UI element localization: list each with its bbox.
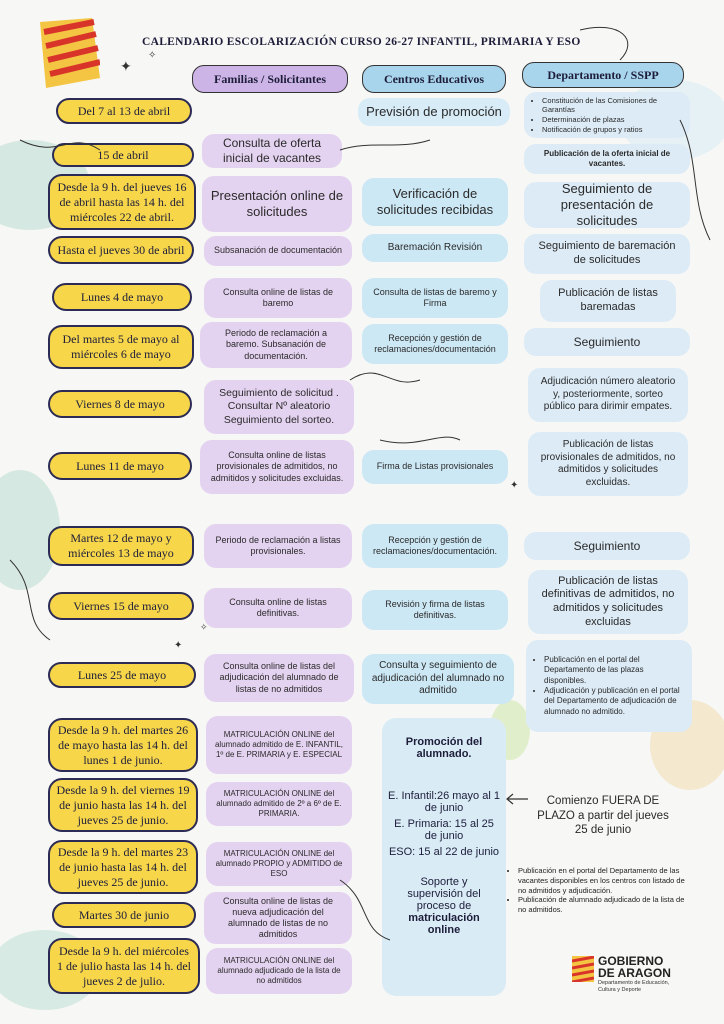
familias-item: Consulta online de listas de baremo — [204, 278, 352, 318]
gobierno-aragon-logo — [572, 952, 702, 1002]
departamento-item: Publicación de listas definitivas de admitidos, no admitidos y solicitudes excluidas — [528, 570, 688, 634]
date-label: Desde la 9 h. del jueves 16 de abril hasta las 14 h. del miércoles 22 de abril. — [48, 174, 196, 230]
date-label: Lunes 25 de mayo — [48, 662, 196, 688]
centros-item: Consulta de listas de baremo y Firma — [362, 278, 508, 318]
date-label: Viernes 15 de mayo — [48, 592, 194, 620]
promocion-soporte: Soporte y supervisión del proceso de — [407, 876, 481, 912]
sparkle-icon: ✦ — [174, 640, 183, 651]
bullet-item: • Publicación de alumnado adjudicado de la lista de no admitidos. — [518, 895, 688, 915]
aragon-logo-icon — [572, 956, 594, 982]
bullet-item: • Adjudicación y publicación en el portal del Departamento de adjudicación de alumnado no admitido. — [544, 686, 684, 717]
promocion-matriculacion: matriculación online — [408, 912, 480, 936]
promocion-eso: ESO: 15 al 22 de junio — [388, 846, 500, 858]
date-label: Desde la 9 h. del martes 26 de mayo hasta las 14 h. del lunes 1 de junio. — [48, 718, 198, 772]
familias-item: Presentación online de solicitudes — [202, 176, 352, 232]
familias-item: Consulta online de listas del adjudicación del alumnado de listas de no admitidos — [204, 654, 354, 702]
bullet-item: • Constitución de las Comisiones de Garantías — [542, 96, 682, 116]
page-title: CALENDARIO ESCOLARIZACIÓN CURSO 26-27 INFANTIL, PRIMARIA Y ESO — [142, 36, 581, 48]
departamento-item: Publicación de la oferta inicial de vacantes. — [524, 144, 690, 174]
centros-item: Recepción y gestión de reclamaciones/documentación. — [362, 524, 508, 568]
centros-item: Revisión y firma de listas definitivas. — [362, 590, 508, 630]
familias-item: Consulta online de listas de nueva adjudicación del alumnado de listas de no admitidos — [204, 892, 352, 944]
departamento-item: Seguimiento — [524, 532, 690, 560]
centros-item: Previsión de promoción — [358, 98, 510, 126]
bullet-item: • Notificación de grupos y ratios — [542, 125, 682, 135]
sparkle-icon: ✧ — [200, 622, 208, 632]
header-familias: Familias / Solicitantes — [192, 65, 348, 93]
bullet-item: • Determinación de plazas — [542, 115, 682, 125]
promocion-title: Promoción del alumnado. — [405, 736, 483, 760]
logo-line1: GOBIERNO — [598, 954, 664, 968]
departamento-item: Adjudicación número aleatorio y, posteriormente, sorteo público para dirimir empates. — [528, 368, 688, 422]
date-label: Del 7 al 13 de abril — [56, 98, 192, 124]
familias-item: Subsanación de documentación — [204, 236, 352, 266]
centros-item: Consulta y seguimiento de adjudicación del alumnado no admitido — [362, 654, 514, 704]
promocion-infantil: E. Infantil:26 mayo al 1 de junio — [388, 790, 500, 814]
sparkle-icon: ✦ — [120, 58, 132, 74]
familias-item: Periodo de reclamación a baremo. Subsanación de documentación. — [200, 322, 352, 368]
familias-item: MATRICULACIÓN ONLINE del alumnado admitido de 2º a 6º de E. PRIMARIA. — [206, 782, 352, 826]
departamento-item: Seguimiento — [524, 328, 690, 356]
date-label: Viernes 8 de mayo — [48, 390, 192, 418]
sparkle-icon: ✦ — [510, 480, 519, 491]
centros-item: Verificación de solicitudes recibidas — [362, 178, 508, 226]
date-label: Hasta el jueves 30 de abril — [48, 236, 194, 264]
familias-item: MATRICULACIÓN ONLINE del alumnado adjudicado de la lista de no admitidos — [206, 948, 352, 994]
departamento-item: Seguimiento de baremación de solicitudes — [524, 234, 690, 274]
date-label: Lunes 4 de mayo — [52, 283, 192, 311]
promocion-primaria: E. Primaria: 15 al 25 de junio — [394, 818, 494, 842]
date-label: Desde la 9 h. del viernes 19 de junio hasta las 14 h. del jueves 25 de junio. — [48, 778, 198, 832]
centros-item: Firma de Listas provisionales — [362, 450, 508, 484]
date-label: Desde la 9 h. del miércoles 1 de julio hasta las 14 h. del jueves 2 de julio. — [48, 938, 200, 994]
date-label: Martes 12 de mayo y miércoles 13 de mayo — [48, 526, 194, 566]
date-label: Martes 30 de junio — [52, 902, 196, 928]
familias-item: Consulta online de listas provisionales de admitidos, no admitidos y solicitudes excluidas. — [200, 440, 354, 494]
centros-item: Recepción y gestión de reclamaciones/documentación — [362, 324, 508, 364]
bullet-item: • Publicación en el portal del Departamento de las plazas disponibles. — [544, 655, 684, 686]
logo-line2: DE ARAGON — [598, 966, 671, 980]
departamento-item: Seguimiento de presentación de solicitudes — [524, 182, 690, 228]
sparkle-icon: ✧ — [148, 50, 157, 61]
departamento-item: Publicación de listas provisionales de admitidos, no admitidos y solicitudes excluidas. — [528, 432, 688, 496]
bullet-item: • Publicación en el portal del Departamento de las vacantes disponibles en los centros con listado de no admitidos y adjudicación. — [518, 866, 688, 895]
date-label: Del martes 5 de mayo al miércoles 6 de mayo — [48, 325, 194, 369]
logo-sub1: Departamento de Educación, — [598, 980, 670, 986]
familias-item: Consulta online de listas definitivas. — [204, 588, 352, 628]
familias-item: Consulta de oferta inicial de vacantes — [202, 134, 342, 168]
familias-item: MATRICULACIÓN ONLINE del alumnado admitido de E. INFANTIL, 1º de E. PRIMARIA y E. ESPECIAL — [206, 716, 352, 774]
familias-item: Periodo de reclamación a listas provisionales. — [204, 524, 352, 568]
familias-item: MATRICULACIÓN ONLINE del alumnado PROPIO y ADMITIDO de ESO — [206, 842, 352, 886]
fuera-plazo-note: Comienzo FUERA DE PLAZO a partir del jueves 25 de junio — [537, 795, 669, 837]
header-centros: Centros Educativos — [362, 65, 506, 93]
date-label: Desde la 9 h. del martes 23 de junio hasta las 14 h. del jueves 25 de junio. — [48, 840, 198, 894]
logo-sub2: Cultura y Deporte — [598, 987, 642, 993]
date-label: 15 de abril — [52, 143, 194, 167]
centros-item: Baremación Revisión — [362, 234, 508, 262]
header-departamento: Departamento / SSPP — [522, 62, 684, 88]
familias-item: Seguimiento de solicitud . Consultar Nº aleatorio Seguimiento del sorteo. — [204, 380, 354, 434]
departamento-item: Publicación de listas baremadas — [540, 280, 676, 322]
date-label: Lunes 11 de mayo — [48, 452, 192, 480]
